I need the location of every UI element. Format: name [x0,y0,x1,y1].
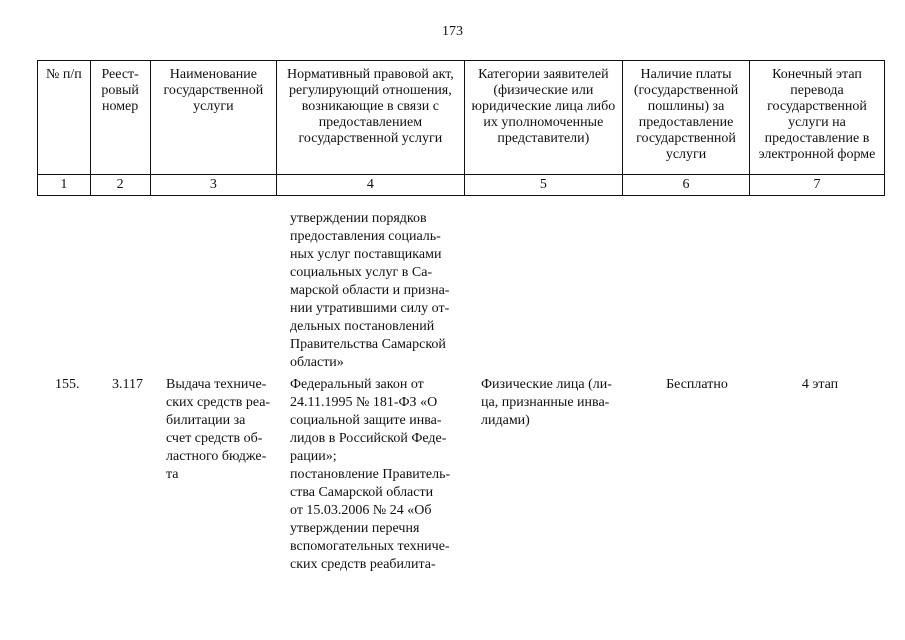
col-header-service-name: Наименование государственной услуги [150,61,277,175]
text-line: счет средств об- [166,431,263,446]
text-line: Федеральный закон от [290,377,424,392]
col-number-1: 1 [38,175,91,196]
col-header-fee: Наличие платы (государственной пошлины) за предоставление государственной услуги [623,61,750,175]
text-line: предоставления социаль- [290,229,441,244]
col-number-3: 3 [150,175,277,196]
text-line: Физические лица (ли- [481,377,612,392]
row-service-name [166,376,284,484]
row-number: 155. [55,377,80,392]
col-number-2: 2 [90,175,150,196]
col-header-registry: Реест-ровый номер [90,61,150,175]
column-number-row [38,175,885,196]
text-line: та [166,467,179,482]
text-line: рации»; [290,449,337,464]
header-row [38,61,885,175]
col-number-5: 5 [464,175,622,196]
services-table-header [37,60,885,196]
row-legal-act [290,376,475,574]
row-registry-number: 3.117 [112,377,143,392]
col-header-final-stage: Конечный этап перевода государственной услуги на предоставление в электронной форме [749,61,884,175]
text-line: ских средств реа- [166,395,271,410]
col-number-7: 7 [749,175,884,196]
text-line: дельных постановлений [290,319,435,334]
text-line: 24.11.1995 № 181-ФЗ «О [290,395,438,410]
text-line: ских средств реабилита- [290,557,436,572]
col-number-6: 6 [623,175,750,196]
text-line: постановление Правитель- [290,467,451,482]
col-header-number: № п/п [38,61,91,175]
text-line: марской области и призна- [290,283,450,298]
text-line: социальной защите инва- [290,413,442,428]
text-line: ца, признанные инва- [481,395,610,410]
text-line: нии утратившими силу от- [290,301,450,316]
text-line: вспомогательных техниче- [290,539,450,554]
col-header-legal-act: Нормативный правовой акт, регулирующий отношения, возникающие в связи с предоставлением государственной услуги [277,61,464,175]
col-header-applicants: Категории заявителей (физические или юридические лица либо их уполномоченные представители) [464,61,622,175]
text-line: области» [290,355,344,370]
text-line: Правительства Самарской [290,337,446,352]
text-line: ных услуг поставщиками [290,247,442,262]
col-number-4: 4 [277,175,464,196]
row-applicant-category [481,376,631,430]
text-line: билитации за [166,413,246,428]
page-number: 173 [442,24,463,39]
row-final-stage: 4 этап [801,377,839,392]
row-fee: Бесплатно [666,377,728,392]
text-line: лидами) [481,413,530,428]
text-line: ластного бюдже- [166,449,267,464]
text-line: ства Самарской области [290,485,434,500]
text-line: утверждении порядков [290,211,427,226]
text-line: лидов в Российской Феде- [290,431,447,446]
text-line: от 15.03.2006 № 24 «Об [290,503,432,518]
text-line: утверждении перечня [290,521,420,536]
text-line: социальных услуг в Са- [290,265,433,280]
text-line: Выдача техниче- [166,377,267,392]
continued-legal-act [290,210,475,372]
